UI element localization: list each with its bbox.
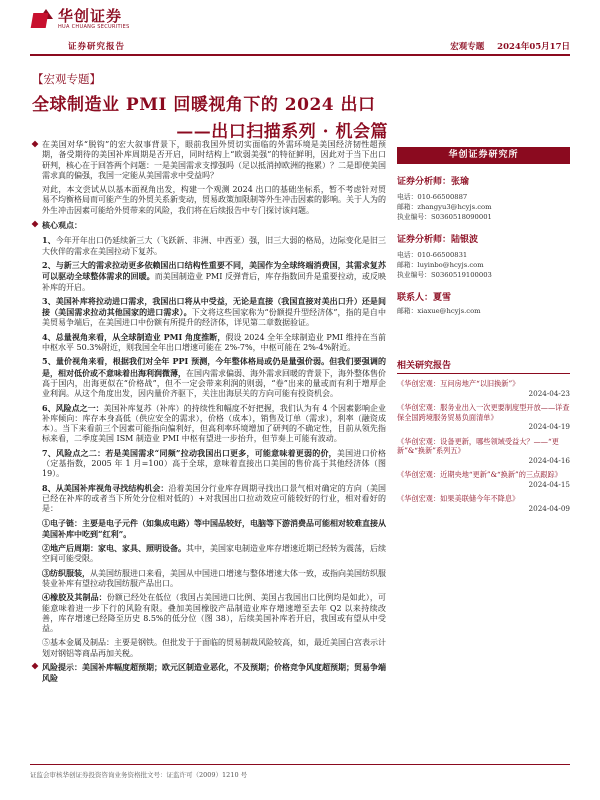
core-point: 7、风险点之二：若是美国需求“同频”拉动我国出口更多，可能意味着更弱的价，美国进口价格（定基指数，2005 年 1 月=100）高于全球，意味着直接出口美国的售价高于其他经济体（图 19）。 (42, 447, 387, 479)
analyst-license: 执业编号：S0360519100003 (397, 271, 492, 279)
core-point: 1、今年开年出口仍延续新三大（飞跃新、非洲、中西亚）强，旧三大弱的格局，边际变化是旧三大伙伴的需求在美国拉动下复苏。 (42, 235, 386, 256)
related-report-title[interactable]: 《华创宏观：服务业出入一次更要制度型开放——详查保全国跨境服务贸易负面清单》 (397, 403, 570, 422)
sector-item: ①电子链：主要是电子元件（如集成电路）等中国品较好，电脑等下游消费品可能相对较难直接从美国补库中吃到“红利”。 (42, 517, 386, 539)
header-meta (450, 40, 570, 52)
report-subtitle: ——出口扫描系列 · 机会篇 (176, 122, 388, 142)
analyst-name: 证券分析师：陆银波 (397, 235, 479, 245)
logo-mark-icon (30, 9, 52, 31)
analyst-email[interactable]: 邮箱：zhangyu3@hcyjs.com (397, 203, 492, 211)
sidebar-header: 华创证券研究所 (397, 147, 570, 164)
related-report-item[interactable] (397, 494, 570, 513)
core-point: 3、美国补库将拉动进口需求，我国出口将从中受益，无论是直接（我国直接对美出口升）还是间接（美国需求拉动其他国家的进口需求）。下文将这些国家称为“份额提升型经济体”，指的是自中美贸易争端后，在美国进口中份额有所提升的经济体，详见第二章数据验证。 (42, 295, 386, 328)
analyst-name: 证券分析师：张瑜 (397, 177, 470, 187)
report-type: 证券研究报告 (68, 42, 126, 52)
logo-name-cn: 华创证券 (58, 7, 123, 25)
contact-name: 联系人：夏雪 (397, 293, 452, 303)
related-report-date: 2024-04-15 (528, 479, 570, 489)
related-reports-heading: 相关研究报告 (397, 358, 570, 374)
header-divider (30, 54, 570, 56)
related-report-item[interactable] (397, 437, 570, 466)
related-report-date: 2024-04-16 (528, 455, 570, 465)
related-report-date: 2024-04-09 (528, 503, 570, 513)
core-point: 5、量价视角来看，根据我们对全年 PPI 预测，今年整体格局或仍是量强价弱。但我们要强调的是，相对低价或不意味着出海利润微薄，在国内需求偏弱、海外需求回暖的背景下，海外整体售价高于国内，出海更似在“价格战”，但不一定会带来利润的则弱，“卷”出来的量或而有利于增厚企业利润。从这个角度出发，因内量价齐驱下，关注出海层关的方向可能有投资机会。 (42, 356, 386, 399)
risk-warning: 风险提示：美国补库幅度超预期；欧元区制造业恶化，不及预期；价格竞争风度超预期；贸易争端风险 (32, 662, 386, 685)
sidebar (397, 147, 570, 727)
related-report-title[interactable]: 《华创宏观：近期央地“更新”&“换新”的三点跟踪》 (397, 470, 562, 479)
related-report-date: 2024-04-19 (528, 422, 570, 431)
diamond-bullet-icon (32, 221, 39, 228)
core-point: 4、总量视角来看，从全球制造业 PMI 角度推断，假设 2024 全年全球制造业 PMI 维持在当前中枢水平 50.3%附近，则我国全年出口增速可能在 2%-7%，中枢可能在 2%-4%附近。 (42, 331, 386, 353)
related-report-title[interactable]: 《华创宏观：如果美联储今年不降息》 (397, 494, 520, 503)
sector-item: ③纺织服装，从美国纺服进口来看，美国从中国进口增速与整体增速大体一致，或指向美国纺织服装业补库有望拉动我国纺服产品出口。 (42, 567, 386, 588)
company-logo (30, 8, 130, 31)
report-category: 宏观专题 (450, 42, 485, 52)
analyst-card (397, 232, 570, 280)
core-point: 6、风险点之一：美国补库复苏（补库）的持续性和幅度不好把握，我们认为有 4 个因素影响企业补库倾向：库存本身高低（供应安全的需求），价格（成本），销售及订单（需求），利率（融资成本）。当下来看前三个因素可能指向偏利好，但高利率环境增加了研判的不确定性，目前从领先指标来看，二季度美国 ISM 制造业 PMI 中枢有望进一步抬升，但节奏上可能有波动。 (42, 402, 386, 444)
footer-divider (30, 764, 570, 765)
intro-paragraph: 在美国对华“脱钩”的宏大叙事背景下，眼前我国外贸切实面临的外需环境是美国经济韧性超预期，备受期待的美国补库周期是否开启，同时结构上“欧弱美强”的特征鲜明，因此对于当下出口研判，核心在于回答两个问题：一是美国需求支撑强吗（足以抵消掉欧洲的拖累）？二是即使美国需求真的偏强，我国一定能从美国需求中受益吗？ (32, 140, 386, 181)
analyst-phone: 电话：010-66500887 (397, 193, 468, 201)
footer-disclaimer: 证监会审核华创证券投资咨询业务资格批文号：证监许可（2009）1210 号 (30, 771, 248, 779)
logo-name-en: HUA CHUANG SECURITIES (58, 24, 130, 30)
intro-paragraph: 对此，本文尝试从以基本面视角出发，构建一个观测 2024 出口的基础坐标系，暂不考虑针对贸易不均衡格局而可能产生的外贸关系新变动，贸易政策加限制等外生冲击因素的影响。关于人为的外生冲击因素可能给外贸带来的风险，我们将在后续报告中专门探讨该问题。 (42, 185, 386, 215)
related-report-item[interactable] (397, 379, 570, 398)
related-report-title[interactable]: 《华创宏观：设备更新，哪些领域受益大？——“更新”&“换新”系列五》 (397, 436, 559, 455)
report-tag: 【宏观专题】 (32, 72, 101, 86)
diamond-bullet-icon (32, 663, 39, 670)
analyst-card (397, 174, 570, 222)
core-point: 8、从美国补库视角寻找结构机会：沿着美国分行业库存周期寻找出口景气相对确定的方向（美国已经在补库的或者当下所处分位相对低的）+对我国出口拉动效应可能较好的行业，相对看好的是： (42, 482, 386, 514)
core-point: 2、与新三大的需求拉动更多依赖国出口结构性重要不同，美国作为全球终端消费国，其需求复苏可以驱动全球整体需求的回暖。而美国制造业 PMI 反弹背后，库存指数回升是重要拉动，或反映补库的开启。 (42, 259, 386, 292)
sector-item: ④橡胶及其制品：份额已经处在低位（我国占美国进口比例、美国占我国出口比例均是如此），可能意味着进一步下行的风险有限。叠加美国橡胶产品制造业库存增速增至去年 Q2 以来持续改善，库存增速已经降至历史 8.5%的低分位（图 38），后续美国补库若开启，我国或有望从中受益。 (42, 592, 387, 634)
related-report-date: 2024-04-23 (528, 388, 570, 398)
contact-email[interactable]: 邮箱：xiaxue@hcyjs.com (397, 307, 481, 315)
report-date: 2024年05月17日 (497, 42, 570, 52)
analyst-license: 执业编号：S0360518090001 (397, 213, 492, 221)
sector-item: ⑤基本金属及制品：主要是钢铁。但批发于于面临的贸易制裁风险较高，如，最近美国白宫表示计划对钢铝等商品再加关税。 (42, 638, 386, 658)
report-title: 全球制造业 PMI 回暖视角下的 2024 出口 (32, 95, 376, 115)
related-report-item[interactable] (397, 403, 570, 432)
related-report-title[interactable]: 《华创宏观：互问房地产“以旧换新”》 (397, 379, 520, 388)
core-heading: 核心观点： (32, 220, 386, 231)
diamond-bullet-icon (32, 141, 39, 148)
related-report-item[interactable] (397, 470, 570, 489)
sector-item: ②地产后周期：家电、家具、照明设备。其中，美国家电制造业库存增速近期已经转为震荡，后续空间可能受限。 (42, 543, 386, 564)
main-content (32, 140, 386, 740)
analyst-phone: 电话：010-66500831 (397, 251, 468, 259)
analyst-email[interactable]: 邮箱：luyinbo@hcyjs.com (397, 261, 484, 269)
